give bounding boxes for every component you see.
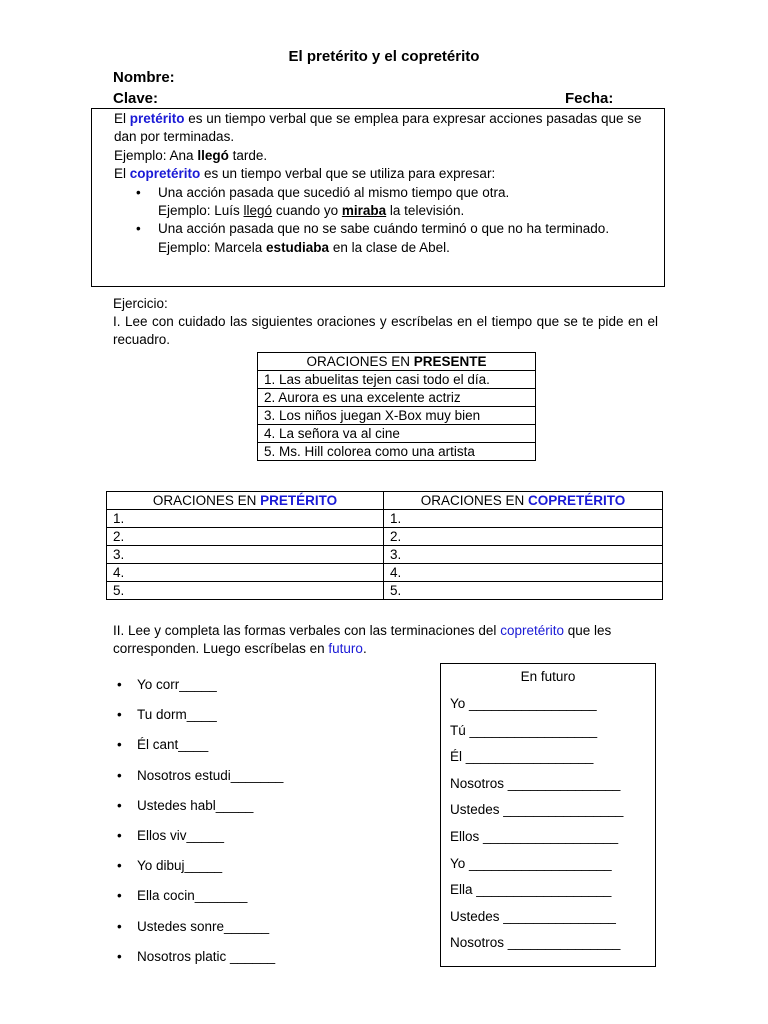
verb-item[interactable]: • Nosotros platic ______ [137,948,283,978]
futuro-box-title: En futuro [520,669,576,684]
text-fragment: la televisión. [386,203,465,219]
answer-cell[interactable]: 5. [384,582,663,600]
text-fragment: cuando yo [272,203,342,219]
futuro-row[interactable]: Tú _________________ [450,722,598,738]
text-fragment: en la clase de Abel. [329,239,450,255]
futuro-row[interactable]: Nosotros _______________ [450,935,621,951]
bold-verb: miraba [341,203,387,219]
futuro-term: futuro [328,641,363,657]
preterito-copreterito-table [106,491,663,600]
futuro-row[interactable]: Ustedes ________________ [450,802,624,818]
copreterito-term: copretérito [129,166,201,182]
answer-cell[interactable]: 3. [384,546,663,564]
presente-table-header [258,353,536,371]
text-fragment: es un tiempo verbal que se emplea para expresar acciones pasadas que se dan por terminadas. [114,111,642,145]
text-fragment: tarde. [228,147,268,163]
answer-cell[interactable]: 4. [384,564,663,582]
text-fragment: . [362,641,367,657]
text-fragment: que les corresponden. Luego escríbelas en [113,623,612,657]
verb-item[interactable]: • Ella cocin_______ [137,887,283,917]
preterito-term: pretérito [129,111,185,126]
fecha-label: Fecha: [565,90,614,107]
copreterito-uses-list-2 [114,220,656,238]
answer-cell[interactable]: 2. [384,528,663,546]
presente-term: PRESENTE [413,354,487,369]
futuro-row[interactable]: Nosotros _______________ [450,775,621,791]
answer-cell[interactable]: 1. [107,510,384,528]
list-item: • Una acción pasada que no se sabe cuándo terminó o que no ha terminado. [158,220,656,238]
verb-item[interactable]: • Ustedes sonre______ [137,918,283,948]
preterito-column-header [107,492,384,510]
text-fragment: ORACIONES EN [420,493,528,508]
page-title: El pretérito y el copretérito [288,48,480,65]
table-cell: 5. Ms. Hill colorea como una artista [258,443,536,461]
verb-item[interactable]: • Él cant____ [137,736,283,766]
futuro-row[interactable]: Ellos __________________ [450,828,619,844]
copreterito-definition [114,165,656,183]
text-fragment: Ejemplo: Ana [114,147,198,163]
answer-cell[interactable]: 3. [107,546,384,564]
instruction-1: I. Lee con cuidado las siguientes oraciones y escríbelas en el tiempo que se te pide en el recuadro. [113,314,658,348]
answer-cell[interactable]: 1. [384,510,663,528]
example-2 [114,202,656,220]
copreterito-term: COPRETÉRITO [528,493,626,508]
underlined-verb: llegó [243,203,273,219]
answer-cell[interactable]: 5. [107,582,384,600]
table-cell: 4. La señora va al cine [258,425,536,443]
answer-cell[interactable]: 4. [107,564,384,582]
futuro-box [440,663,656,967]
instruction-2 [113,622,658,659]
verb-item[interactable]: • Nosotros estudi_______ [137,767,283,797]
futuro-row[interactable]: Ustedes _______________ [450,908,616,924]
copreterito-term: copretérito [500,623,564,638]
example-3 [114,239,656,257]
futuro-row[interactable]: Ella __________________ [450,882,612,898]
futuro-row[interactable]: Yo _________________ [450,696,597,711]
bold-verb: llegó [197,147,229,163]
clave-label: Clave: [113,90,159,107]
presente-table [257,352,536,461]
text-fragment: El [114,166,130,182]
copreterito-uses-list [114,184,656,202]
definitions-box [91,108,665,287]
verb-item[interactable]: • Yo dibuj_____ [137,857,283,887]
preterito-term: PRETÉRITO [260,493,338,508]
table-cell: 3. Los niños juegan X-Box muy bien [258,407,536,425]
verb-item[interactable]: • Ustedes habl_____ [137,797,283,827]
table-cell: 2. Aurora es una excelente actriz [258,389,536,407]
bold-verb: estudiaba [266,239,330,255]
futuro-row[interactable]: Yo ___________________ [450,855,612,871]
text-fragment: ORACIONES EN [306,354,414,369]
futuro-row[interactable]: Él _________________ [450,749,594,765]
verb-item[interactable]: • Yo corr_____ [137,676,283,706]
example-1 [114,147,656,165]
table-cell: 1. Las abuelitas tejen casi todo el día. [258,371,536,389]
verb-item[interactable]: • Ellos viv_____ [137,827,283,857]
text-fragment: Ejemplo: Luís [158,203,244,219]
text-fragment: El [114,111,130,126]
list-item: • Una acción pasada que sucedió al mismo tiempo que otra. [158,184,656,202]
text-fragment: II. Lee y completa las formas verbales con las terminaciones del [113,623,501,638]
answer-cell[interactable]: 2. [107,528,384,546]
text-fragment: Ejemplo: Marcela [158,239,267,255]
verb-list [137,676,283,978]
verb-item[interactable]: • Tu dorm____ [137,706,283,736]
preterito-definition [114,110,656,147]
text-fragment: es un tiempo verbal que se utiliza para expresar: [200,166,496,182]
text-fragment: ORACIONES EN [152,493,261,508]
copreterito-column-header [384,492,663,510]
nombre-label: Nombre: [113,69,175,86]
exercise-label: Ejercicio: [113,296,168,311]
